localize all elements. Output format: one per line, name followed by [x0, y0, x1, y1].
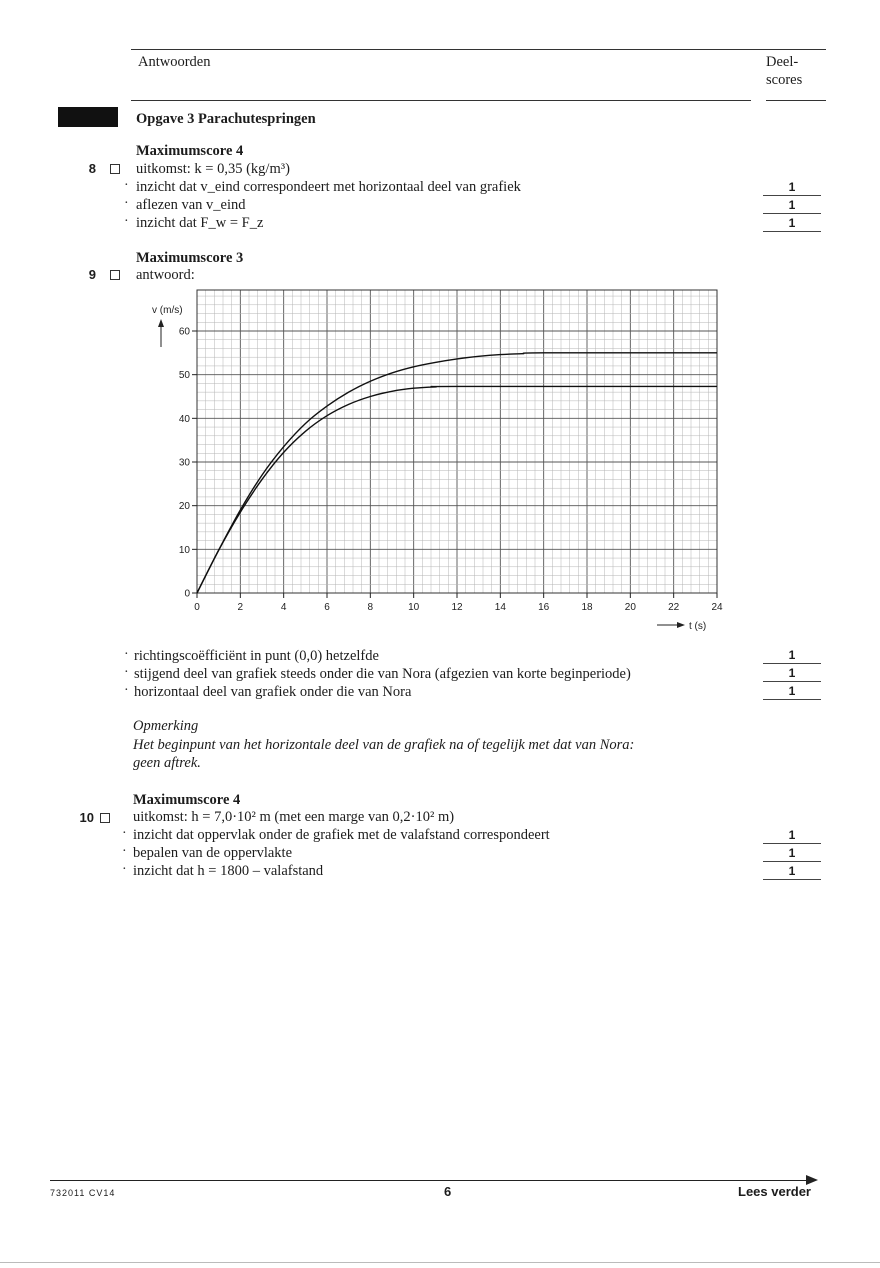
q10-result: uitkomst: h = 7,0·10² m (met een marge van 0,2·10² m)	[133, 809, 455, 825]
y-tick-label: 60	[178, 326, 190, 338]
q9-max-score: Maximumscore 3	[136, 250, 244, 266]
q8-max-score: Maximumscore 4	[136, 143, 244, 159]
q10-checkbox[interactable]	[100, 813, 110, 823]
x-tick-label: 22	[668, 602, 680, 613]
header-scores-line1: Deel-	[766, 54, 799, 70]
q10-max-score: Maximumscore 4	[133, 792, 241, 808]
x-tick-label: 0	[194, 602, 200, 613]
header-scores-line2: scores	[766, 72, 803, 88]
y-axis-label: v (m/s)	[152, 305, 183, 316]
section-title: Opgave 3 Parachutespringen	[136, 111, 316, 127]
q9-bullet-dot-3: ·	[124, 683, 129, 698]
x-tick-label: 18	[581, 602, 593, 613]
q10-score-3: 1	[763, 864, 821, 880]
x-tick-label: 24	[711, 602, 723, 613]
q8-bullet-dot-1: ·	[124, 178, 129, 193]
y-tick-label: 50	[178, 370, 190, 382]
x-tick-label: 2	[237, 602, 244, 613]
q9-remark-title: Opmerking	[133, 718, 199, 734]
q10-criterion-3: inzicht dat h = 1800 – valafstand	[133, 863, 324, 879]
x-tick-label: 16	[538, 602, 550, 613]
q8-checkbox[interactable]	[110, 164, 120, 174]
q8-bullet-dot-2: ·	[124, 196, 129, 211]
q10-number: 10	[79, 810, 94, 825]
q9-bullet-dot-1: ·	[124, 647, 129, 662]
x-tick-label: 12	[451, 602, 463, 613]
q8-bullet-dot-3: ·	[124, 214, 129, 229]
y-tick-label: 20	[178, 501, 190, 513]
q9-checkbox[interactable]	[110, 270, 120, 280]
q10-score-2: 1	[763, 846, 821, 862]
q9-score-1: 1	[763, 648, 821, 664]
q10-bullet-dot-1: ·	[122, 826, 127, 841]
q10-score-1: 1	[763, 828, 821, 844]
q8-criterion-2: aflezen van v_eind	[136, 197, 246, 213]
q9-bullet-dot-2: ·	[124, 665, 129, 680]
q8-number: 8	[88, 161, 96, 176]
footer-page-number: 6	[444, 1184, 452, 1199]
q9-remark-line2: geen aftrek.	[133, 755, 201, 771]
q9-score-3: 1	[763, 684, 821, 700]
q9-criterion-3: horizontaal deel van grafiek onder die van Nora	[134, 684, 412, 700]
y-axis-arrow-icon	[158, 319, 164, 327]
q9-criterion-1: richtingscoëfficiënt in punt (0,0) hetzelfde	[134, 648, 379, 664]
header-answers-label: Antwoorden	[138, 54, 211, 70]
y-tick-label: 0	[184, 588, 190, 600]
page-bottom-edge	[0, 1262, 880, 1263]
x-tick-label: 20	[624, 602, 636, 613]
q9-remark-line1: Het beginpunt van het horizontale deel van de grafiek na of tegelijk met dat van Nora:	[133, 737, 635, 753]
q9-answer-label: antwoord:	[136, 267, 195, 283]
q8-score-1: 1	[763, 180, 821, 196]
footer-rule	[50, 1180, 808, 1181]
x-tick-label: 14	[494, 602, 506, 613]
x-axis-label: t (s)	[689, 621, 707, 632]
velocity-time-chart	[130, 285, 730, 637]
q8-criterion-3: inzicht dat F_w = F_z	[136, 215, 264, 231]
q10-criterion-2: bepalen van de oppervlakte	[133, 845, 293, 861]
q9-criterion-2: stijgend deel van grafiek steeds onder die van Nora (afgezien van korte beginperiode)	[134, 666, 631, 682]
q10-bullet-dot-2: ·	[122, 844, 127, 859]
y-tick-label: 40	[178, 413, 190, 425]
x-tick-label: 4	[280, 602, 287, 613]
q8-criterion-1: inzicht dat v_eind correspondeert met horizontaal deel van grafiek	[136, 179, 521, 195]
q9-score-2: 1	[763, 666, 821, 682]
q9-number: 9	[88, 267, 96, 282]
x-tick-label: 10	[408, 602, 420, 613]
footer-next-link[interactable]: Lees verder	[738, 1184, 811, 1199]
q8-result: uitkomst: k = 0,35 (kg/m³)	[136, 161, 290, 177]
header-bottom-rule	[131, 100, 751, 101]
x-axis-arrow-icon	[677, 622, 685, 628]
q10-bullet-dot-3: ·	[122, 862, 127, 877]
y-tick-label: 10	[178, 544, 190, 556]
header-score-rule	[766, 100, 826, 101]
q8-score-3: 1	[763, 216, 821, 232]
header-top-rule	[131, 49, 826, 50]
footer-code: 732011 CV14	[50, 1188, 116, 1198]
x-tick-label: 6	[324, 602, 330, 613]
y-tick-label: 30	[178, 457, 190, 469]
x-tick-label: 8	[367, 602, 374, 613]
q8-score-2: 1	[763, 198, 821, 214]
section-marker-bar	[58, 107, 118, 127]
q10-criterion-1: inzicht dat oppervlak onder de grafiek met de valafstand correspondeert	[133, 827, 550, 843]
